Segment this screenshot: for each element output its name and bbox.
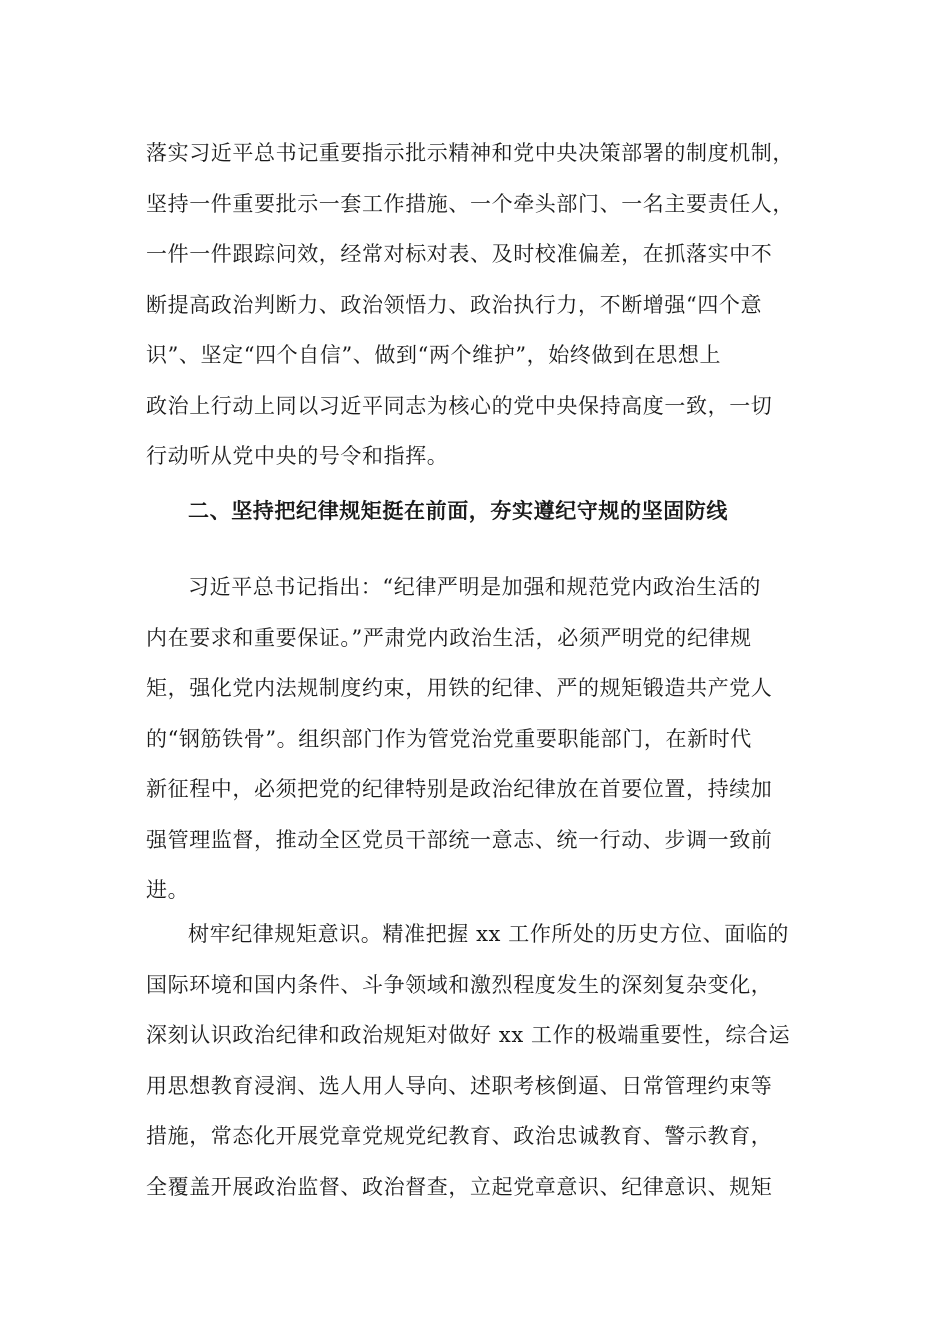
paragraph-line: 识”、坚定“四个自信”、做到“两个维护”，始终做到在思想上 bbox=[146, 343, 722, 367]
paragraph-line: 措施，常态化开展党章党规党纪教育、政治忠诚教育、警示教育， bbox=[146, 1124, 773, 1148]
paragraph-line: 的“钢筋铁骨”。组织部门作为管党治党重要职能部门，在新时代 bbox=[146, 726, 752, 751]
paragraph-line: 深刻认识政治纪律和政治规矩对做好 xx 工作的极端重要性，综合运 bbox=[146, 1023, 791, 1047]
paragraph-line: 内在要求和重要保证。”严肃党内政治生活，必须严明党的纪律规 bbox=[146, 625, 752, 650]
paragraph-line: 全覆盖开展政治监督、政治督查，立起党章意识、纪律意识、规矩 bbox=[146, 1174, 773, 1199]
paragraph-line: 断提高政治判断力、政治领悟力、政治执行力，不断增强“四个意 bbox=[146, 292, 763, 317]
paragraph-3 bbox=[146, 909, 806, 1212]
paragraph-line: 矩，强化党内法规制度约束，用铁的纪律、严的规矩锻造共产党人 bbox=[146, 676, 773, 700]
paragraph-line: 政治上行动上同以习近平同志为核心的党中央保持高度一致，一切 bbox=[146, 393, 773, 418]
paragraph-line: 树牢纪律规矩意识。精准把握 xx 工作所处的历史方位、面临的 bbox=[188, 922, 790, 946]
paragraph-line: 用思想教育浸润、选人用人导向、述职考核倒逼、日常管理约束等 bbox=[146, 1073, 773, 1098]
paragraph-line: 新征程中，必须把党的纪律特别是政治纪律放在首要位置，持续加 bbox=[146, 777, 773, 801]
section-heading-text: 二、坚持把纪律规矩挺在前面，夯实遵纪守规的坚固防线 bbox=[188, 498, 728, 523]
paragraph-2 bbox=[146, 562, 806, 916]
paragraph-line: 坚持一件重要批示一套工作措施、一个牵头部门、一名主要责任人， bbox=[146, 191, 794, 216]
paragraph-line: 习近平总书记指出：“纪律严明是加强和规范党内政治生活的 bbox=[188, 575, 761, 599]
paragraph-line: 国际环境和国内条件、斗争领域和激烈程度发生的深刻复杂变化， bbox=[146, 972, 773, 997]
section-heading bbox=[146, 486, 806, 537]
paragraph-line: 强管理监督，推动全区党员干部统一意志、统一行动、步调一致前 bbox=[146, 827, 773, 852]
paragraph-line: 落实习近平总书记重要指示批示精神和党中央决策部署的制度机制， bbox=[146, 141, 794, 165]
paragraph-line: 一件一件跟踪问效，经常对标对表、及时校准偏差，在抓落实中不 bbox=[146, 242, 773, 266]
paragraph-line: 进。 bbox=[146, 878, 190, 902]
paragraph-line: 行动听从党中央的号令和指挥。 bbox=[146, 444, 449, 468]
paragraph-1 bbox=[146, 128, 806, 482]
